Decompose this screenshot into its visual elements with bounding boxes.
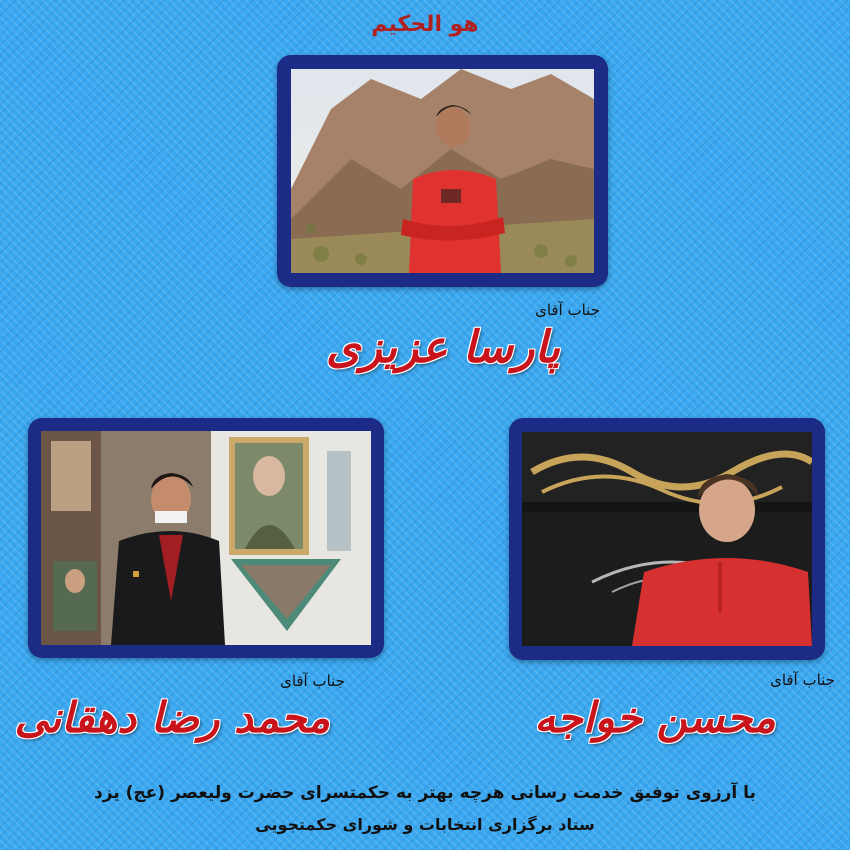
photo-frame-right [509,418,825,660]
portrait-photo-top [291,69,594,273]
organizer-text: ستاد برگزاری انتخابات و شورای حکمتجویی [255,815,595,834]
honorific-top: جناب آقای [535,301,600,319]
name-left: محمد رضا دهقانی [14,693,330,742]
photo-frame-left [28,418,384,658]
header-title: هو الحکیم [371,12,479,37]
slogan-text: با آرزوی توفیق خدمت رسانی هرچه بهتر به حکمتسرای حضرت ولیعصر (عج) یزد [94,783,756,803]
portrait-photo-left [41,431,371,645]
portrait-photo-right [522,432,812,646]
honorific-left: جناب آقای [280,672,345,690]
name-right: محسن خواجه [534,693,776,742]
name-top: پارسا عزیزی [326,322,560,373]
photo-frame-top [277,55,608,287]
honorific-right: جناب آقای [770,671,835,689]
